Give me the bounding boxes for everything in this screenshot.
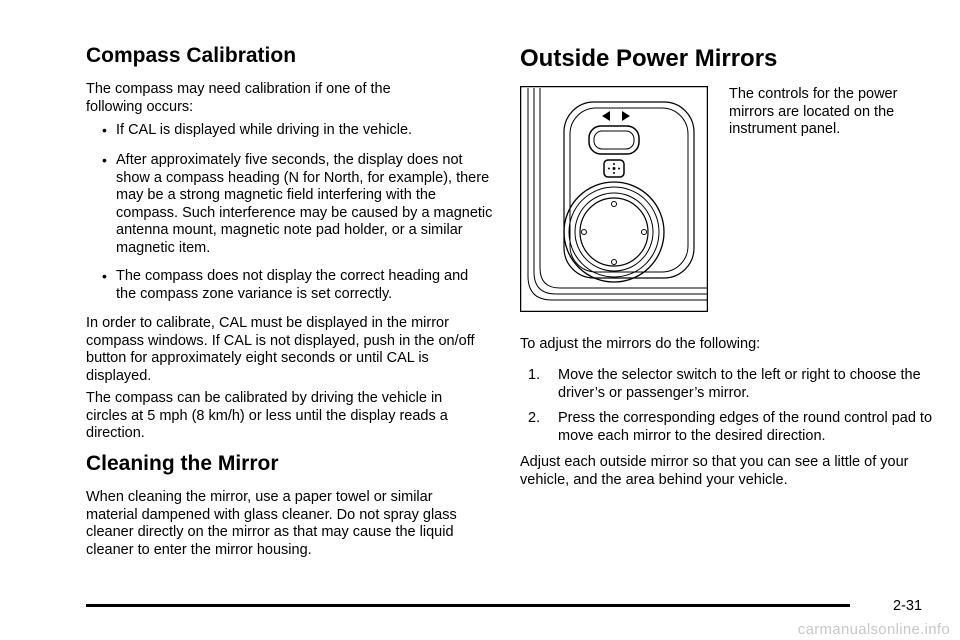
- bullet-dot: •: [102, 152, 107, 168]
- compass-driving-paragraph: The compass can be calibrated by driving the vehicle in circles at 5 mph (8 km/h) or less until the display reads a direction.: [86, 390, 448, 441]
- compass-intro: The compass may need calibration if one of the following occurs:: [86, 81, 391, 115]
- mirror-controls-caption: The controls for the power mirrors are located on the instrument panel.: [729, 86, 898, 137]
- mirrors-closing-paragraph: Adjust each outside mirror so that you can see a little of your vehicle, and the area behind your vehicle.: [520, 454, 909, 488]
- footer-rule: [86, 604, 850, 607]
- compass-bullet-1: • If CAL is displayed while driving in the vehicle.: [102, 122, 413, 138]
- mirror-control-illustration: [520, 86, 708, 312]
- mirror-step-1: 1. Move the selector switch to the left or right to choose the driver’s or passenger’s mirror.: [528, 367, 921, 401]
- bullet-dot: •: [102, 122, 107, 138]
- compass-bullet-3: • The compass does not display the correct heading and the compass zone variance is set correctly.: [102, 268, 469, 302]
- mirror-step-2: 2. Press the corresponding edges of the round control pad to move each mirror to the desired direction.: [528, 410, 933, 444]
- cleaning-mirror-paragraph: When cleaning the mirror, use a paper towel or similar material dampened with glass cleaner. Do not spray glass cleaner directly on the mirror as that may cause the liquid cleaner to enter the mirror housing.: [86, 489, 457, 558]
- outside-power-mirrors-heading: Outside Power Mirrors: [520, 45, 778, 72]
- mirrors-lead: To adjust the mirrors do the following:: [520, 336, 761, 352]
- compass-calibrate-paragraph: In order to calibrate, CAL must be displayed in the mirror compass windows. If CAL is not displayed, push in the on/off button for approximately eight seconds or until CAL is displayed.: [86, 315, 475, 384]
- compass-bullet-2: • After approximately five seconds, the display does not show a compass heading (N for North, for example), there may be a strong magnetic field interfering with the compass. Such interference may be caused by a magnetic antenna mount, magnetic note pad holder, or a similar magnetic item.: [102, 152, 493, 256]
- bullet-dot: •: [102, 268, 107, 284]
- compass-calibration-heading: Compass Calibration: [86, 44, 297, 67]
- watermark: carmanualsonline.info: [797, 621, 950, 638]
- cleaning-mirror-heading: Cleaning the Mirror: [86, 452, 279, 475]
- page-number: 2-31: [893, 598, 923, 614]
